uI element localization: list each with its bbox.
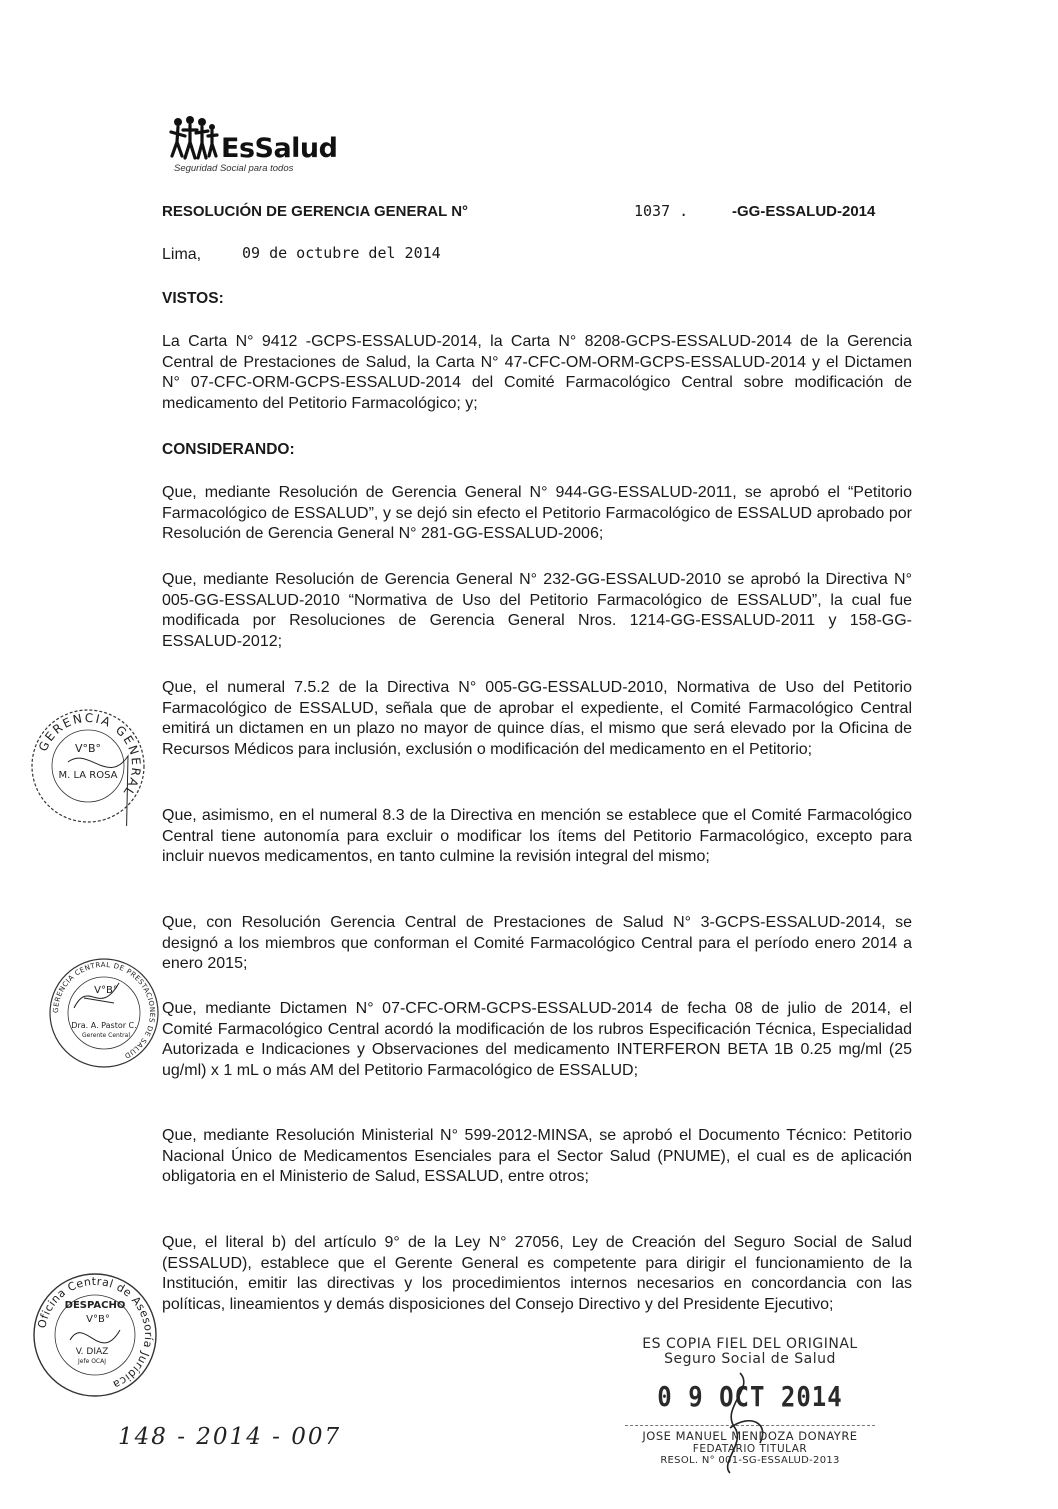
resolution-code: -GG-ESSALUD-2014 (732, 203, 876, 220)
family-figures-icon (168, 116, 220, 162)
vistos-heading: VISTOS: (162, 290, 224, 307)
considerando-paragraph-8: Que, el literal b) del artículo 9° de la Ley N° 27056, Ley de Creación del Seguro Social de Salud (ESSALUD), establece que el Gerente General es competente para dirigir el funcionamiento de la Institución, emitir las directivas y los procedimientos internos necesarios en concordancia con las políticas, lineamientos y demás disposiciones del Consejo Directivo y del Presidente Ejecutivo; (162, 1234, 912, 1313)
date-place: Lima, (162, 246, 202, 263)
stamp-name: Dra. A. Pastor C. (71, 1021, 137, 1030)
considerando-paragraph-7: Que, mediante Resolución Ministerial N° 599-2012-MINSA, se aprobó el Documento Técnico: Petitorio Nacional Único de Medicamentos Esenciales para el Sector Salud (PNUME), el cual es de aplicación obligatoria en el Ministerio de Salud, ESSALUD, entre otros; (162, 1127, 912, 1186)
prestaciones-stamp (44, 958, 164, 1068)
stamp-despacho: DESPACHO (64, 1300, 126, 1311)
certification-resol: RESOL. N° 001-SG-ESSALUD-2013 (660, 1455, 840, 1466)
considerando-paragraph-3: Que, el numeral 7.5.2 de la Directiva N° 005-GG-ESSALUD-2010, Normativa de Uso del Petitorio Farmacológico de ESSALUD, señala que de aprobar el expediente, el Comité Farmacológico Central emitirá un dictamen en un plazo no mayor de quince días, el mismo que será elevado por la Oficina de Recursos Médicos para inclusión, exclusión o modificación del medicamento en el Petitorio; (162, 679, 912, 758)
date-line (162, 244, 441, 264)
considerando-paragraph-4: Que, asimismo, en el numeral 8.3 de la Directiva en mención se establece que el Comité Farmacológico Central tiene autonomía para excluir o modificar los ítems del Petitorio Farmacológico, excepto para incluir nuevos medicamentos, en tanto culmine la revisión integral del mismo; (162, 807, 912, 866)
date-value: 09 de octubre del 2014 (242, 244, 441, 262)
resolution-header (162, 203, 897, 225)
stamp-name: M. LA ROSA (58, 770, 118, 781)
essalud-logo (168, 116, 368, 174)
stamp-vb: V°B° (74, 742, 102, 755)
considerando-paragraph-5: Que, con Resolución Gerencia Central de Prestaciones de Salud N° 3-GCPS-ESSALUD-2014, se designó a los miembros que conforman el Comité Farmacológico Central para el período enero 2014 a enero 2015; (162, 914, 912, 973)
stamp-name: V. DIAZ (75, 1347, 109, 1357)
considerando-paragraph-2: Que, mediante Resolución de Gerencia General N° 232-GG-ESSALUD-2010 se aprobó la Directiva N° 005-GG-ESSALUD-2010 “Normativa de Uso del Petitorio Farmacológico de ESSALUD”, la cual fue modificada por Resoluciones de Gerencia General Nros. 1214-GG-ESSALUD-2011 y 158-GG-ESSALUD-2012; (162, 571, 912, 650)
asesoria-juridica-stamp (30, 1270, 160, 1400)
resolution-number: 1037 . (634, 202, 689, 220)
considerando-heading: CONSIDERANDO: (162, 441, 295, 458)
handwritten-reference: 148 - 2014 - 007 (118, 1424, 342, 1450)
stamp-ring-text: GERENCIA GENERAL (35, 710, 144, 800)
considerando-paragraph-6: Que, mediante Dictamen N° 07-CFC-ORM-GCPS-ESSALUD-2014 de fecha 08 de julio de 2014, el Comité Farmacológico Central acordó la modificación de los rubros Especificación Técnica, Especialidad Autorizada e Indicaciones y Observaciones del medicamento INTERFERON BETA 1B 0.25 mg/ml (25 ug/ml) x 1 mL o más AM del Petitorio Farmacológico de ESSALUD; (162, 1000, 912, 1079)
stamp-ring-text: GERENCIA CENTRAL DE PRESTACIONES DE SALUD (51, 960, 157, 1060)
stamp-role: Gerente Central (82, 1032, 130, 1039)
certification-date: 0 9 OCT 2014 (657, 1380, 843, 1414)
considerando-paragraph-1: Que, mediante Resolución de Gerencia General N° 944-GG-ESSALUD-2011, se aprobó el “Petitorio Farmacológico de ESSALUD”, y se dejó sin efecto el Petitorio Farmacológico de ESSALUD aprobado por Resolución de Gerencia General N° 281-GG-ESSALUD-2006; (162, 484, 912, 543)
svg-text:Oficina Central de Asesoría Ju (35, 1275, 155, 1391)
svg-text:GERENCIA CENTRAL DE PRESTACION (52, 961, 156, 1060)
logo-tagline: Seguridad Social para todos (174, 163, 294, 174)
stamp-vb: V°B° (86, 1314, 110, 1325)
certification-name: JOSE MANUEL MENDOZA DONAYRE (625, 1425, 875, 1443)
certification-title: FEDATARIO TITULAR (692, 1443, 808, 1455)
signature-scribble-icon (700, 1368, 790, 1478)
stamp-role: Jefe OCAJ (78, 1358, 106, 1365)
logo-wordmark: EsSalud (221, 133, 338, 164)
gerencia-general-stamp (28, 706, 148, 826)
certification-line-1: ES COPIA FIEL DEL ORIGINAL (642, 1336, 858, 1352)
resolution-title: RESOLUCIÓN DE GERENCIA GENERAL N° (162, 203, 469, 220)
vistos-paragraph: La Carta N° 9412 -GCPS-ESSALUD-2014, la Carta N° 8208-GCPS-ESSALUD-2014 de la Gerencia Central de Prestaciones de Salud, la Carta N° 47-CFC-OM-ORM-GCPS-ESSALUD-2014 y el Dictamen N° 07-CFC-ORM-GCPS-ESSALUD-2014 del Comité Farmacológico Central sobre modificación de medicamento del Petitorio Farmacológico; y; (162, 333, 912, 412)
stamp-vb: V°B° (94, 985, 118, 996)
stamp-ring-text: Oficina Central de Asesoría Jurídica (35, 1274, 156, 1392)
certification-line-2: Seguro Social de Salud (664, 1351, 836, 1367)
